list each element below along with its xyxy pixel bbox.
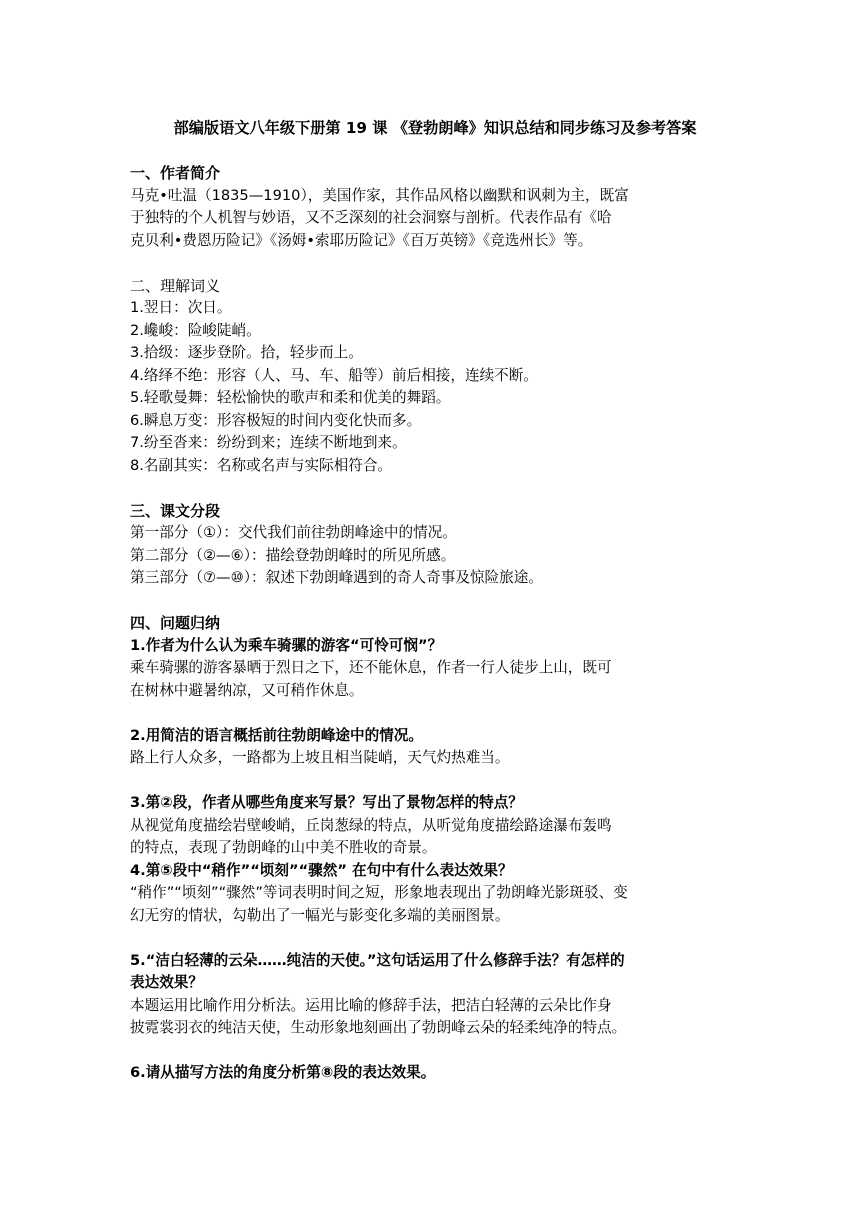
question: 6.请从描写方法的角度分析第⑧段的表达效果。	[130, 1064, 436, 1081]
text-line: 5.“洁白轻薄的云朵……纯洁的天使。”这句话运用了什么修辞手法？有怎样的	[130, 951, 625, 969]
list-item: 3.拾级：逐步登阶。拾，轻步而上。	[130, 344, 363, 361]
answer	[130, 882, 740, 927]
section-questions	[130, 612, 740, 1085]
section-heading: 三、课文分段	[130, 501, 221, 520]
question: 3.第②段，作者从哪些角度来写景？写出了景物怎样的特点？	[130, 794, 523, 811]
list-item: 1.翌日：次日。	[130, 299, 232, 316]
text-line: “稍作”“顷刻”“骤然”等词表明时间之短，形象地表现出了勃朗峰光影斑驳、变	[130, 884, 628, 901]
question: 2.用简洁的语言概括前往勃朗峰途中的情况。	[130, 726, 423, 744]
document-title: 部编版语文八年级下册第 19 课 《登勃朗峰》知识总结和同步练习及参考答案	[173, 119, 697, 137]
section-text-division	[130, 500, 740, 590]
text-line: 的特点，表现了勃朗峰的山中美不胜收的奇景。	[130, 839, 437, 856]
text-line: 于独特的个人机智与妙语，又不乏深刻的社会洞察与剖析。代表作品有《哈	[130, 209, 612, 226]
text-line: 表达效果？	[130, 974, 203, 991]
list-item: 4.络绎不绝：形容（人、马、车、船等）前后相接，连续不断。	[130, 366, 538, 384]
text-line: 乘车骑骡的游客暴晒于烈日之下，还不能休息，作者一行人徒步上山，既可	[130, 659, 612, 676]
text-line: 从视觉角度描绘岩壁峻峭，丘岗葱绿的特点，从听觉角度描绘路途瀑布轰鸣	[130, 816, 612, 834]
answer	[130, 657, 740, 702]
list-item: 第二部分（②—⑥）：描绘登勃朗峰时的所见所感。	[130, 546, 456, 564]
list-item: 5.轻歌曼舞：轻松愉快的歌声和柔和优美的舞蹈。	[130, 389, 451, 406]
text-line: 披霓裳羽衣的纯洁天使，生动形象地刻画出了勃朗峰云朵的轻柔纯净的特点。	[130, 1019, 627, 1036]
answer	[130, 815, 740, 860]
text-line: 在树林中避暑纳凉，又可稍作休息。	[130, 681, 364, 699]
document-content	[130, 117, 740, 1085]
paragraph	[130, 185, 740, 253]
answer: 路上行人众多，一路都为上坡且相当陡峭，天气灼热难当。	[130, 749, 510, 766]
question: 1.作者为什么认为乘车骑骡的游客“可怜可悯”？	[130, 636, 443, 654]
list-item: 第一部分（①）：交代我们前往勃朗峰途中的情况。	[130, 524, 457, 541]
section-vocabulary	[130, 275, 740, 478]
question: 4.第⑤段中“稍作”“顷刻”“骤然” 在句中有什么表达效果？	[130, 861, 513, 879]
list-item: 8.名副其实：名称或名声与实际相符合。	[130, 456, 393, 474]
section-author-intro	[130, 162, 740, 252]
text-line: 本题运用比喻作用分析法。运用比喻的修辞手法，把洁白轻薄的云朵比作身	[130, 996, 612, 1014]
answer	[130, 995, 740, 1040]
section-heading: 一、作者简介	[130, 164, 221, 182]
list-item: 第三部分（⑦—⑩）：叙述下勃朗峰遇到的奇人奇事及惊险旅途。	[130, 569, 543, 586]
section-heading: 二、理解词义	[130, 276, 221, 295]
list-item: 7.纷至沓来：纷纷到来；连续不断地到来。	[130, 434, 407, 451]
text-line: 幻无穷的情状，勾勒出了一幅光与影变化多端的美丽图景。	[130, 906, 510, 924]
question	[130, 950, 740, 995]
list-item: 2.巉峻：险峻陡峭。	[130, 321, 261, 339]
text-line: 克贝利•费恩历险记》《汤姆•索耶历险记》《百万英镑》《竞选州长》等。	[130, 231, 593, 249]
list-item: 6.瞬息万变：形容极短的时间内变化快而多。	[130, 411, 422, 429]
text-line: 马克•吐温（1835—1910），美国作家，其作品风格以幽默和讽刺为主，既富	[130, 186, 629, 204]
section-heading: 四、问题归纳	[130, 614, 221, 632]
